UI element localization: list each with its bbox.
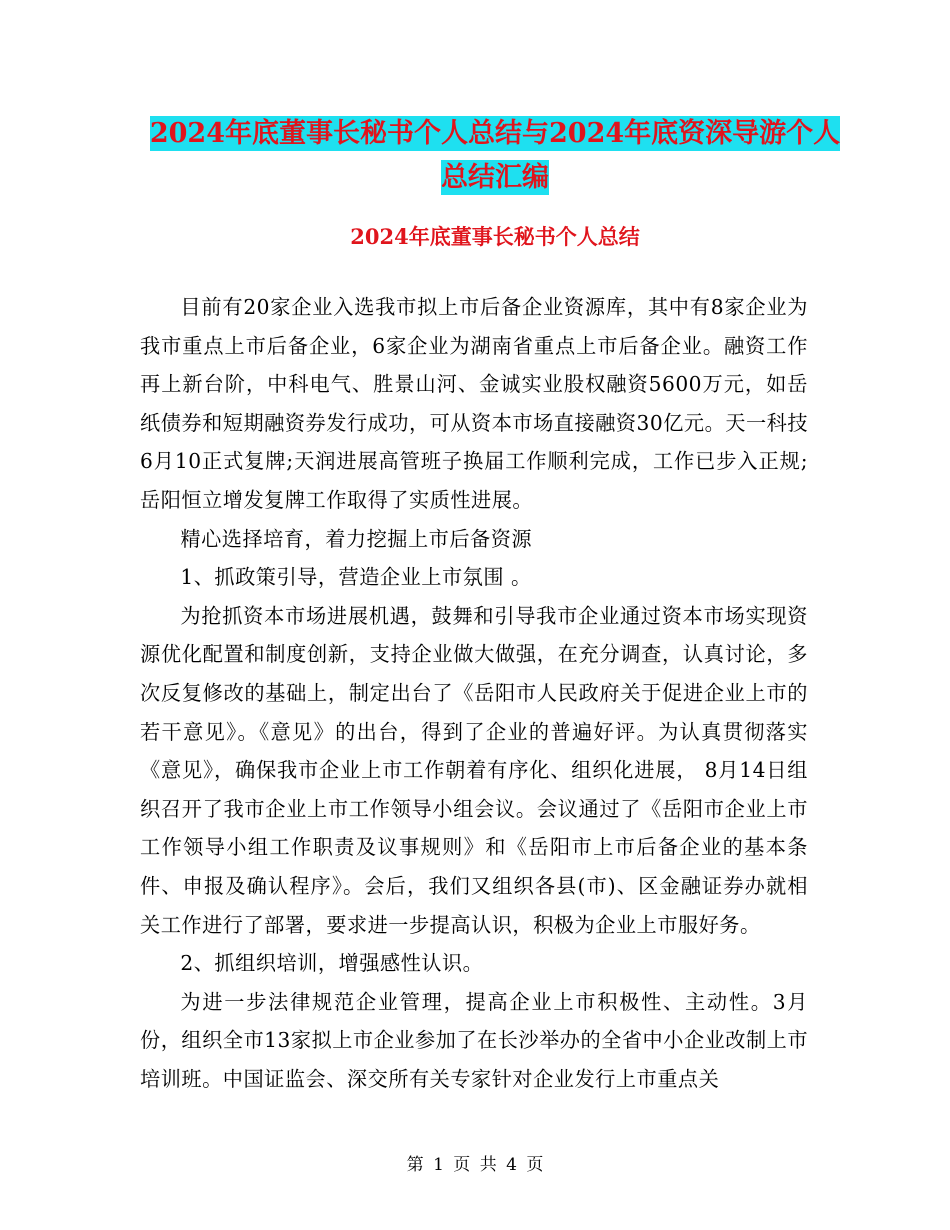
body-paragraph: 2、抓组织培训，增强感性认识。 bbox=[180, 951, 484, 976]
body-paragraph: 为抢抓资本市场进展机遇，鼓舞和引导我市企业通过资本市场实现资源优化配置和制度创新，支持企业做大做强，在充分调查，认真讨论，多次反复修改的基础上，制定出台了《岳阳市人民政府关于促进企业上市的若干意见》。《意见》的出台，得到了企业的普遍好评。为认真贯彻落实《意见》，确保我市企业上市工作朝着有序化、组织化进展， 8月14日组织召开了我市企业上市工作领导小组会议。会议通过了《岳阳市企业上市工作领导小组工作职责及议事规则》和《岳阳市上市后备企业的基本条件、申报及确认程序》。会后，我们又组织各县(市)、区金融证券办就相关工作进行了部署，要求进一步提高认识，积极为企业上市服好务。 bbox=[140, 603, 808, 937]
body-paragraph: 1、抓政策引导，营造企业上市氛围 。 bbox=[180, 565, 532, 590]
document-title bbox=[140, 112, 850, 200]
section-title: 2024年底董事长秘书个人总结 bbox=[350, 224, 640, 249]
body-paragraph: 精心选择培育，着力挖掘上市后备资源 bbox=[180, 526, 533, 551]
document-title-text: 2024年底董事长秘书个人总结与2024年底资深导游个人总结汇编 bbox=[149, 118, 841, 193]
body-paragraph: 为进一步法律规范企业管理，提高企业上市积极性、主动性。3月份，组织全市13家拟上市企业参加了在长沙举办的全省中小企业改制上市培训班。中国证监会、深交所有关专家针对企业发行上市重点关 bbox=[140, 989, 809, 1091]
document-body bbox=[140, 288, 808, 1098]
body-paragraph: 目前有20家企业入选我市拟上市后备企业资源库，其中有8家企业为我市重点上市后备企业，6家企业为湖南省重点上市后备企业。融资工作再上新台阶，中科电气、胜景山河、金诚实业股权融资5600万元，如岳纸债券和短期融资券发行成功，可从资本市场直接融资30亿元。天一科技6月10正式复牌;天润进展高管班子换届工作顺利完成，工作已步入正规;岳阳恒立增发复牌工作取得了实质性进展。 bbox=[140, 295, 809, 512]
page-footer: 第 1 页 共 4 页 bbox=[406, 1155, 544, 1175]
